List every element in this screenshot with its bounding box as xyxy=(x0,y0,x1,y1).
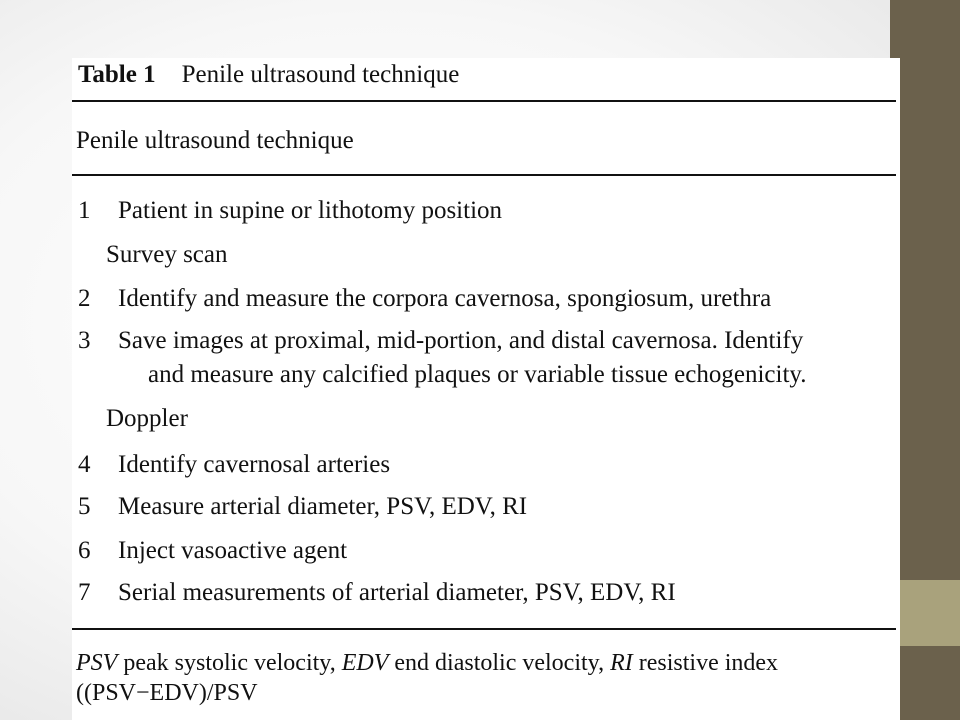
section-label-doppler: Doppler xyxy=(106,405,188,432)
footnote-def: end diastolic velocity, xyxy=(388,650,611,676)
footnote-abbr: EDV xyxy=(341,650,389,676)
row-text: Patient in supine or lithotomy position xyxy=(118,197,503,224)
table-row xyxy=(78,194,502,228)
row-text: Inject vasoactive agent xyxy=(118,537,348,564)
row-number: 3 xyxy=(78,327,91,354)
top-rule xyxy=(72,100,896,102)
table-row xyxy=(78,576,676,610)
table-footnote xyxy=(76,648,898,708)
table-row xyxy=(78,534,347,568)
table-row xyxy=(78,282,771,316)
header-rule xyxy=(72,174,896,176)
table-row xyxy=(78,324,807,392)
row-text-continued: and measure any calcified plaques or variable tissue echogenicity. xyxy=(148,361,807,388)
column-header: Penile ultrasound technique xyxy=(76,127,354,154)
table-title xyxy=(78,58,459,92)
row-text: Identify cavernosal arteries xyxy=(118,451,391,478)
row-text: Serial measurements of arterial diameter, PSV, EDV, RI xyxy=(118,579,676,606)
row-text: Save images at proximal, mid-portion, and distal cavernosa. Identify xyxy=(118,327,804,354)
footnote-formula: ((PSV−EDV)/PSV xyxy=(76,680,258,706)
bottom-rule xyxy=(72,628,896,630)
slide-sidebar-accent xyxy=(890,580,960,646)
table-row xyxy=(78,448,390,482)
footnote-abbr: PSV xyxy=(76,650,118,676)
table-row xyxy=(78,490,527,524)
table-panel xyxy=(72,58,900,720)
row-text: Measure arterial diameter, PSV, EDV, RI xyxy=(118,493,528,520)
row-number: 2 xyxy=(78,285,91,312)
row-text: Identify and measure the corpora cavernosa, spongiosum, urethra xyxy=(118,285,772,312)
footnote-abbr: RI xyxy=(610,650,633,676)
footnote-def: peak systolic velocity, xyxy=(117,650,342,676)
table-title-text: Penile ultrasound technique xyxy=(181,61,460,88)
row-number: 1 xyxy=(78,197,91,224)
table-number: Table 1 xyxy=(78,61,156,88)
row-number: 5 xyxy=(78,493,91,520)
section-label-survey: Survey scan xyxy=(106,241,228,268)
row-number: 4 xyxy=(78,451,91,478)
row-number: 6 xyxy=(78,537,91,564)
footnote-def: resistive index xyxy=(632,650,779,676)
row-number: 7 xyxy=(78,579,91,606)
